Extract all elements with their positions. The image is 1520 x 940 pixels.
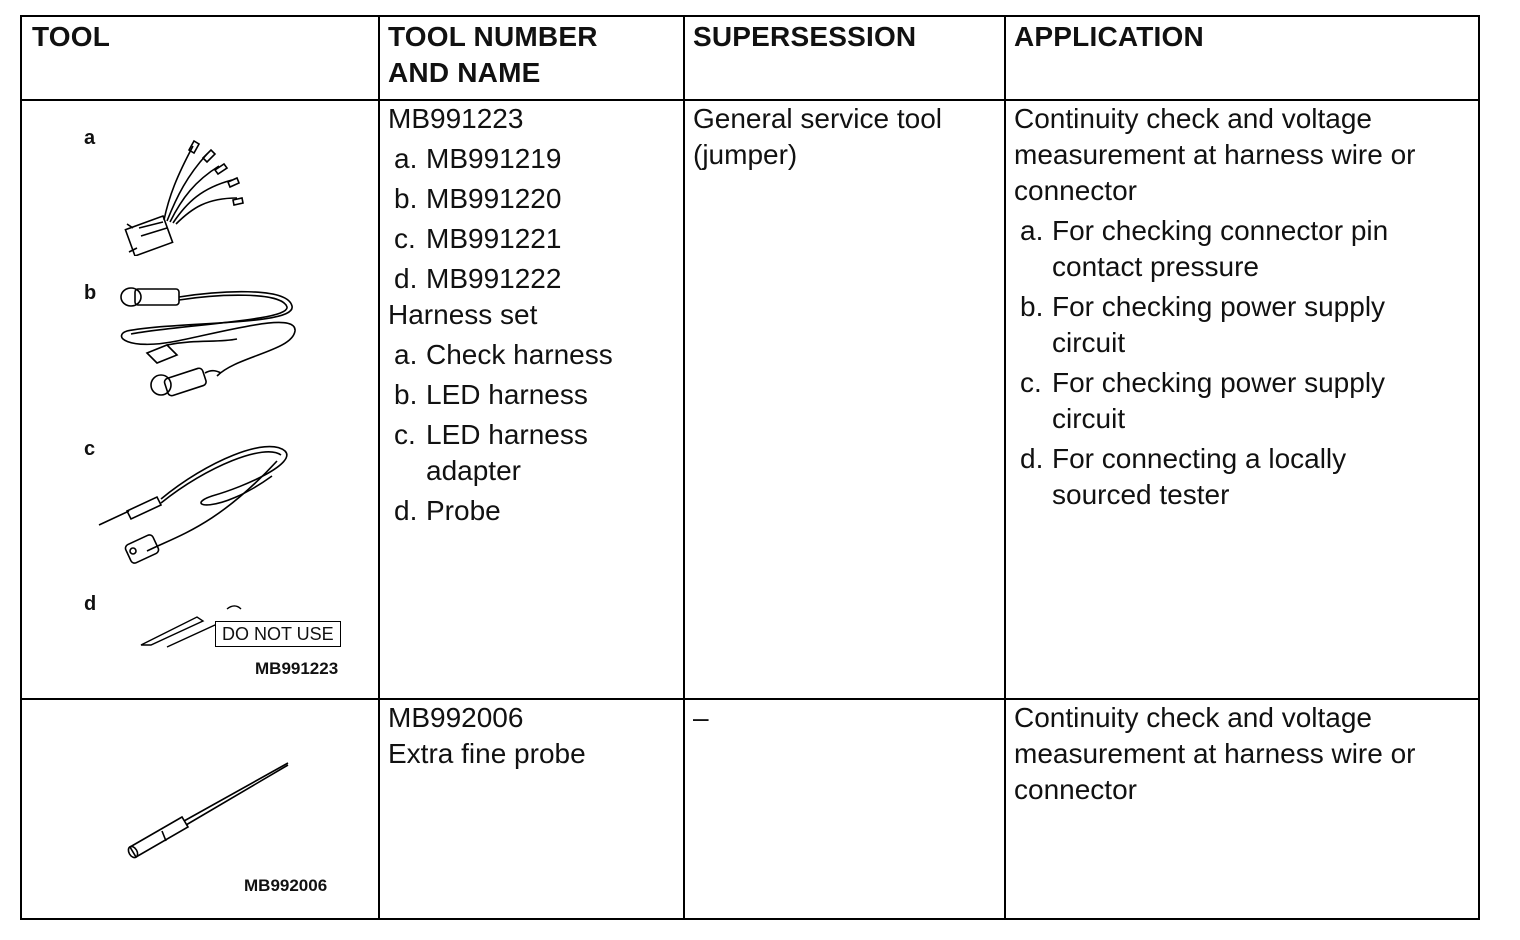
list-item: b. For checking power supply circuit <box>1020 291 1386 358</box>
header-supersession <box>693 19 998 55</box>
application-cell <box>1014 101 1464 513</box>
do-not-use-label: DO NOT USE <box>215 621 341 647</box>
list-item: c. LED harness adapter <box>394 419 588 486</box>
tool-number-cell <box>388 101 678 529</box>
tool-number: MB991223 <box>388 103 524 134</box>
list-item: c. MB991221 <box>394 223 562 254</box>
tool-number-cell <box>388 700 678 772</box>
header-tool-number-line1: TOOL NUMBER <box>388 21 598 52</box>
supersession-cell <box>693 700 983 736</box>
tool-illustration-cell <box>22 101 378 698</box>
list-item: a. For checking connector pin contact pressure <box>1020 215 1389 282</box>
art-letter-a: a <box>84 127 96 149</box>
list-item: a. Check harness <box>394 339 613 370</box>
supersession-cell <box>693 101 983 173</box>
art-letter-b: b <box>84 282 97 304</box>
harness-connector-icon <box>107 136 247 256</box>
tool-illustration-cell <box>22 700 378 920</box>
list-item: d. For connecting a locally sourced tester <box>1020 443 1347 510</box>
list-item: c. For checking power supply circuit <box>1020 367 1386 434</box>
tool-name: Harness set <box>388 299 538 330</box>
header-application <box>1014 19 1474 55</box>
part-name-list <box>388 337 678 529</box>
application-list <box>1014 213 1464 513</box>
header-tool-number <box>388 19 678 91</box>
supersession-text: – <box>693 702 709 733</box>
tool-number: MB992006 <box>388 702 524 733</box>
tool-name: Extra fine probe <box>388 738 586 769</box>
column-divider <box>683 17 685 918</box>
column-divider <box>378 17 380 918</box>
extra-fine-probe-icon <box>122 755 302 865</box>
column-divider <box>1004 17 1006 918</box>
part-number-list <box>388 141 678 297</box>
list-item: b. LED harness <box>394 379 588 410</box>
list-item: d. Probe <box>394 495 501 526</box>
header-tool <box>32 19 372 55</box>
header-tool-number-line2: AND NAME <box>388 57 541 88</box>
application-text: Continuity check and voltage measurement at harness wire or connector <box>1014 103 1416 206</box>
list-item: d. MB991222 <box>394 263 562 294</box>
list-item: b. MB991220 <box>394 183 562 214</box>
header-application-label: APPLICATION <box>1014 21 1204 52</box>
application-text: Continuity check and voltage measurement at harness wire or connector <box>1014 702 1416 805</box>
list-item: a. MB991219 <box>394 143 562 174</box>
application-cell <box>1014 700 1464 808</box>
led-harness-icon <box>117 281 307 411</box>
art-letter-c: c <box>84 438 96 460</box>
tool-code-label: MB992006 <box>244 876 328 895</box>
header-tool-label: TOOL <box>32 21 111 52</box>
tool-code-label: MB991223 <box>255 659 339 678</box>
art-letter-d: d <box>84 593 97 615</box>
header-supersession-label: SUPERSESSION <box>693 21 917 52</box>
supersession-text: General service tool (jumper) <box>693 103 943 170</box>
led-harness-adapter-icon <box>97 441 297 571</box>
special-tools-table <box>20 15 1480 920</box>
